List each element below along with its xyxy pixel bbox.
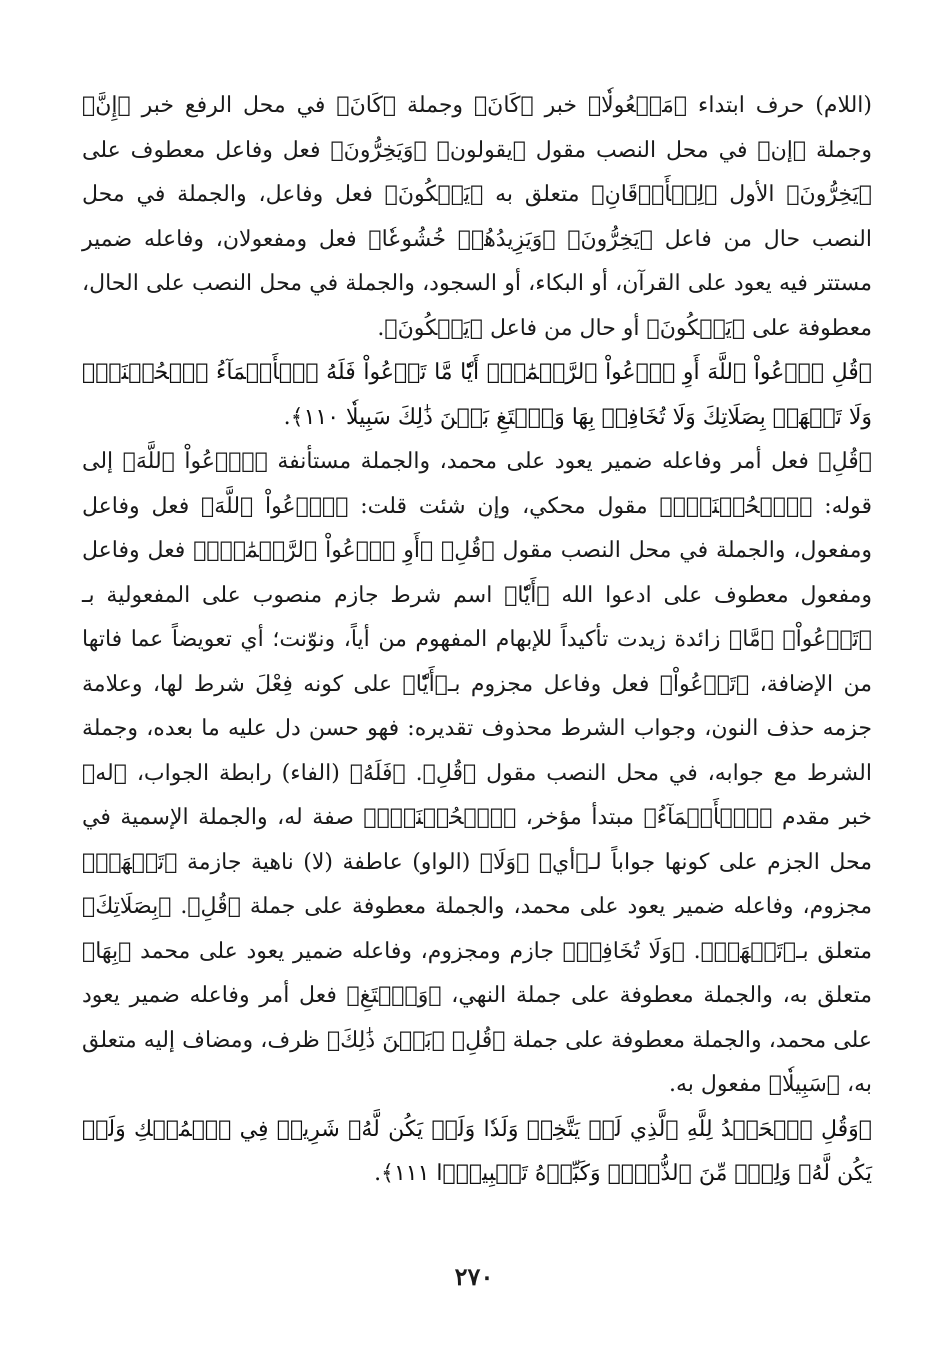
quran-verse-111: ﴿وَقُلِ ٱلۡحَمۡدُ لِلَّهِ ٱلَّذِي لَمۡ يَتَّخِذۡ وَلَدٗا وَلَمۡ يَكُن لَّهُۥ شَرِيكٞ فِي ٱلۡمُلۡكِ وَلَمۡ يَكُن لَّهُۥ وَلِيّٞ مِّنَ ٱلذُّلِّۖ وَكَبِّرۡهُ تَكۡبِيرَۢا ١١١﴾. [82, 1116, 872, 1186]
quran-verse-110: ﴿قُلِ ٱدۡعُواْ ٱللَّهَ أَوِ ٱدۡعُواْ ٱلرَّحۡمَٰنَۖ أَيّٗا مَّا تَدۡعُواْ فَلَهُ ٱلۡأَسۡمَآءُ ٱلۡحُسۡنَىٰۚ وَلَا تَجۡهَرۡ بِصَلَاتِكَ وَلَا تُخَافِتۡ بِهَا وَٱبۡتَغِ بَيۡنَ ذَٰلِكَ سَبِيلٗا ١١٠﴾. [82, 360, 872, 430]
page-body [82, 84, 872, 1197]
page-number: ٢٧٠ [454, 1262, 494, 1291]
paragraph-grammar-analysis-1: (اللام) حرف ابتداء ﴿مَفۡعُولٗا﴾ خبر ﴿كَانَ﴾ وجملة ﴿كَانَ﴾ في محل الرفع خبر ﴿إِنَّ﴾ وجملة ﴿إن﴾ في محل النصب مقول ﴿يقولون﴾ ﴿وَيَخِرُّونَ﴾ فعل وفاعل معطوف على ﴿يَخِرُّونَ﴾ الأول ﴿لِلۡأَذۡقَانِ﴾ متعلق به ﴿يَبۡكُونَ﴾ فعل وفاعل، والجملة في محل النصب حال من فاعل ﴿يَخِرُّونَ﴾ ﴿وَيَزِيدُهُمۡ خُشُوعٗا﴾ فعل ومفعولان، وفاعله ضمير مستتر فيه يعود على القرآن، أو البكاء، أو السجود، والجملة في محل النصب على الحال، معطوفة على ﴿يَبۡكُونَ﴾ أو حال من فاعل ﴿يَبۡكُونَ﴾. [82, 93, 872, 341]
paragraph-grammar-analysis-2: ﴿قُلِ﴾ فعل أمر وفاعله ضمير يعود على محمد، والجملة مستأنفة ﴿ٱدۡعُواْ ٱللَّهَ﴾ إلى قوله: ﴿ٱلۡحُسۡنَىٰۚ﴾ مقول محكي، وإن شئت قلت: ﴿ٱدۡعُواْ ٱللَّهَ﴾ فعل وفاعل ومفعول، والجملة في محل النصب مقول ﴿قُلِ﴾ ﴿أَوِ ٱدۡعُواْ ٱلرَّحۡمَٰنَۖ﴾ فعل وفاعل ومفعول معطوف على ادعوا الله ﴿أَيّٗا﴾ اسم شرط جازم منصوب على المفعولية بـ ﴿تَدۡعُواْ﴾ ﴿مَّا﴾ زائدة زيدت تأكيداً للإبهام المفهوم من أياً، ونوّنت؛ أي تعويضاً عما فاتها من الإضافة، ﴿تَدۡعُواْ﴾ فعل وفاعل مجزوم بـ﴿أَيّٗا﴾ على كونه فِعْلَ شرط لها، وعلامة جزمه حذف النون، وجواب الشرط محذوف تقديره: فهو حسن دل عليه ما بعده، وجملة الشرط مع جوابه، في محل النصب مقول ﴿قُلِ﴾. ﴿فَلَهُ﴾ (الفاء) رابطة الجواب، ﴿له﴾ خبر مقدم ﴿ٱلۡأَسۡمَآءُ﴾ مبتدأ مؤخر، ﴿ٱلۡحُسۡنَىٰۚ﴾ صفة له، والجملة الإسمية في محل الجزم على كونها جواباً لـ﴿أي﴾ ﴿وَلَا﴾ (الواو) عاطفة (لا) ناهية جازمة ﴿تَجۡهَرۡ﴾ مجزوم، وفاعله ضمير يعود على محمد، والجملة معطوفة على جملة ﴿قُلِ﴾. ﴿بِصَلَاتِكَ﴾ متعلق بـ﴿تَجۡهَرۡ﴾. ﴿وَلَا تُخَافِتۡ﴾ جازم ومجزوم، وفاعله ضمير يعود على محمد ﴿بِهَا﴾ متعلق به، والجملة معطوفة على جملة النهي، ﴿وَٱبۡتَغِ﴾ فعل أمر وفاعله ضمير يعود على محمد، والجملة معطوفة على جملة ﴿قُلِ﴾ ﴿بَيۡنَ ذَٰلِكَ﴾ ظرف، ومضاف إليه متعلق به، ﴿سَبِيلٗا﴾ مفعول به. [82, 449, 872, 1097]
